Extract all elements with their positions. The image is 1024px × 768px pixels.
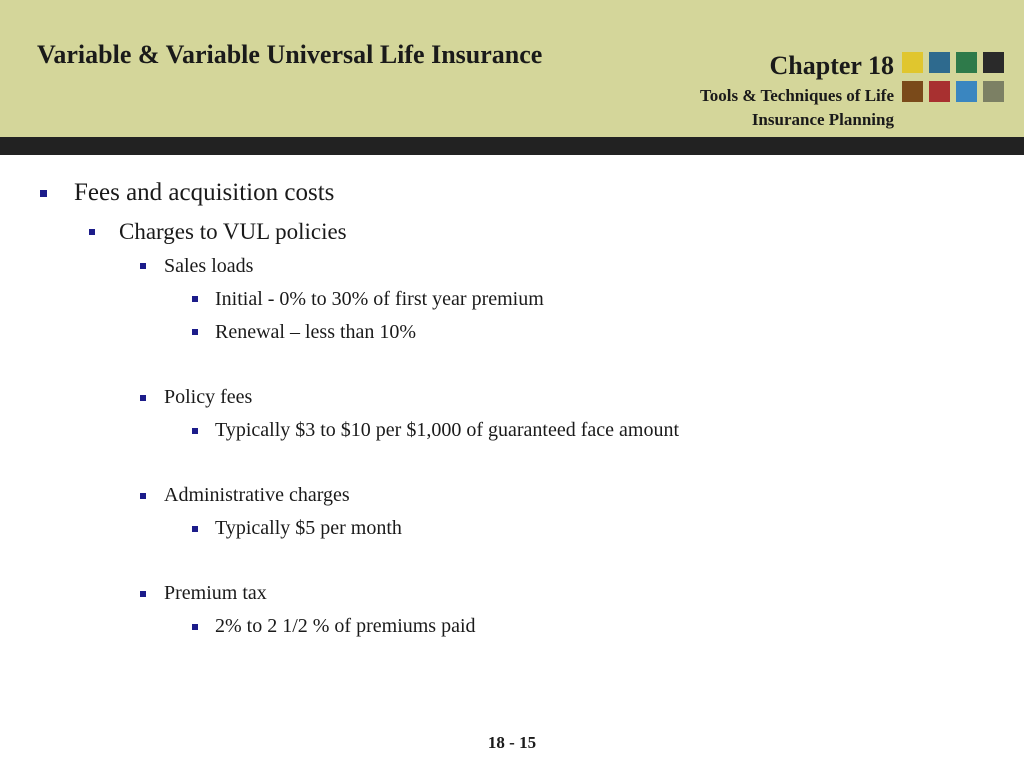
bullet-icon — [40, 190, 47, 197]
color-square — [902, 52, 923, 73]
bullet-renewal: Renewal – less than 10% — [215, 321, 417, 343]
bullet-charges-vul: Charges to VUL policies — [119, 219, 347, 244]
bullet-admin-detail: Typically $5 per month — [215, 517, 402, 539]
bullet-icon — [192, 624, 198, 630]
bullet-premium-tax-detail: 2% to 2 1/2 % of premiums paid — [215, 615, 476, 637]
bullet-icon — [140, 591, 146, 597]
color-square — [956, 81, 977, 102]
bullet-icon — [140, 263, 146, 269]
decorative-color-squares — [902, 52, 1006, 104]
page-number: 18 - 15 — [487, 733, 537, 752]
chapter-subtitle — [700, 84, 894, 132]
bullet-icon — [140, 493, 146, 499]
bullet-icon — [192, 428, 198, 434]
header-divider-bar — [0, 137, 1024, 155]
chapter-subtitle-line1: Tools & Techniques of Life — [700, 86, 894, 105]
bullet-policy-fees: Policy fees — [164, 386, 253, 408]
bullet-policy-fees-detail: Typically $3 to $10 per $1,000 of guaranteed face amount — [215, 419, 680, 441]
color-square — [956, 52, 977, 73]
slide-title: Variable & Variable Universal Life Insurance — [37, 40, 543, 69]
bullet-icon — [140, 395, 146, 401]
slide-header — [0, 0, 1024, 137]
color-square — [929, 52, 950, 73]
bullet-admin-charges: Administrative charges — [164, 484, 350, 506]
color-square — [983, 52, 1004, 73]
bullet-sales-loads: Sales loads — [164, 255, 254, 277]
bullet-icon — [192, 329, 198, 335]
bullet-icon — [89, 229, 95, 235]
bullet-fees-acquisition: Fees and acquisition costs — [74, 179, 335, 206]
bullet-initial: Initial - 0% to 30% of first year premium — [215, 288, 544, 310]
chapter-subtitle-line2: Insurance Planning — [751, 110, 894, 129]
color-square — [983, 81, 1004, 102]
bullet-icon — [192, 296, 198, 302]
color-square — [929, 81, 950, 102]
bullet-icon — [192, 526, 198, 532]
chapter-label: Chapter 18 — [769, 51, 894, 80]
color-square — [902, 81, 923, 102]
bullet-premium-tax: Premium tax — [164, 582, 267, 604]
